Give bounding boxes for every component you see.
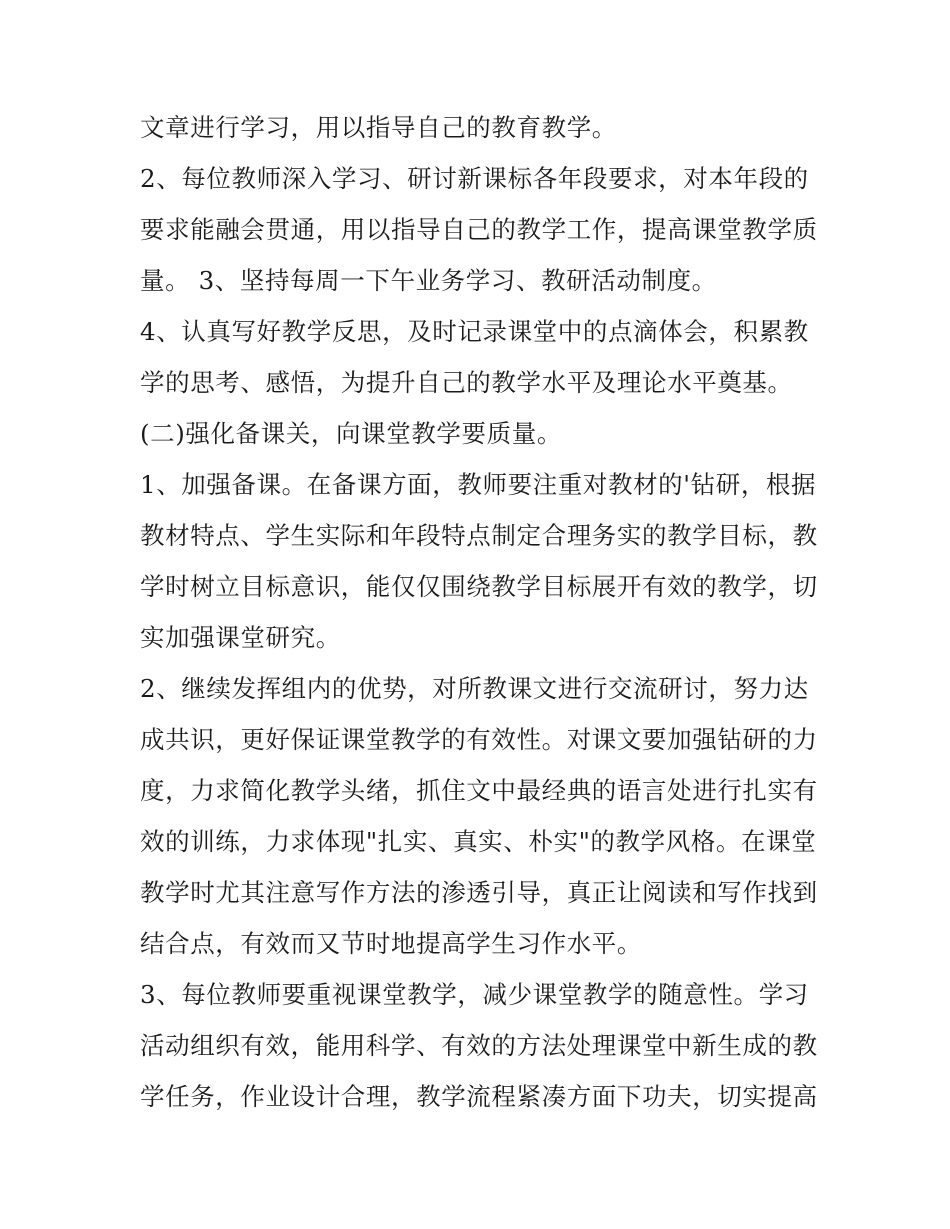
text-line: 2、每位教师深入学习、研讨新课标各年段要求，对本年段的: [140, 164, 809, 193]
text-line: 要求能融会贯通，用以指导自己的教学工作，提高课堂教学质: [140, 215, 818, 244]
text-line: 学的思考、感悟，为提升自己的教学水平及理论水平奠基。: [140, 368, 793, 397]
text-line: 实加强课堂研究。: [140, 623, 341, 652]
text-line: 4、认真写好教学反思，及时记录课堂中的点滴体会，积累教: [140, 317, 809, 346]
text-line: 1、加强备课。在备课方面，教师要注重对教材的'钻研，根据: [140, 470, 817, 499]
text-line: 量。 3、坚持每周一下午业务学习、教研活动制度。: [140, 266, 717, 295]
text-line: 效的训练，力求体现"扎实、真实、朴实"的教学风格。在课堂: [140, 827, 817, 856]
text-line: 度，力求简化教学头绪，抓住文中最经典的语言处进行扎实有: [140, 776, 818, 805]
text-line: 教材特点、学生实际和年段特点制定合理务实的教学目标，教: [140, 521, 818, 550]
text-line: 活动组织有效，能用科学、有效的方法处理课堂中新生成的教: [140, 1031, 818, 1060]
document-body: [140, 102, 830, 1122]
text-line: 3、每位教师要重视课堂教学，减少课堂教学的随意性。学习: [140, 980, 809, 1009]
text-line: 成共识，更好保证课堂教学的有效性。对课文要加强钻研的力: [140, 725, 818, 754]
text-line: 结合点，有效而又节时地提高学生习作水平。: [140, 929, 642, 958]
text-line: 学任务，作业设计合理，教学流程紧凑方面下功夫，切实提高: [140, 1082, 818, 1111]
section-heading: (二)强化备课关，向课堂教学要质量。: [140, 419, 562, 448]
text-line: 教学时尤其注意写作方法的渗透引导，真正让阅读和写作找到: [140, 878, 818, 907]
text-line: 学时树立目标意识，能仅仅围绕教学目标展开有效的教学，切: [140, 572, 818, 601]
text-line: 文章进行学习，用以指导自己的教育教学。: [140, 113, 617, 142]
text-line: 2、继续发挥组内的优势，对所教课文进行交流研讨，努力达: [140, 674, 809, 703]
